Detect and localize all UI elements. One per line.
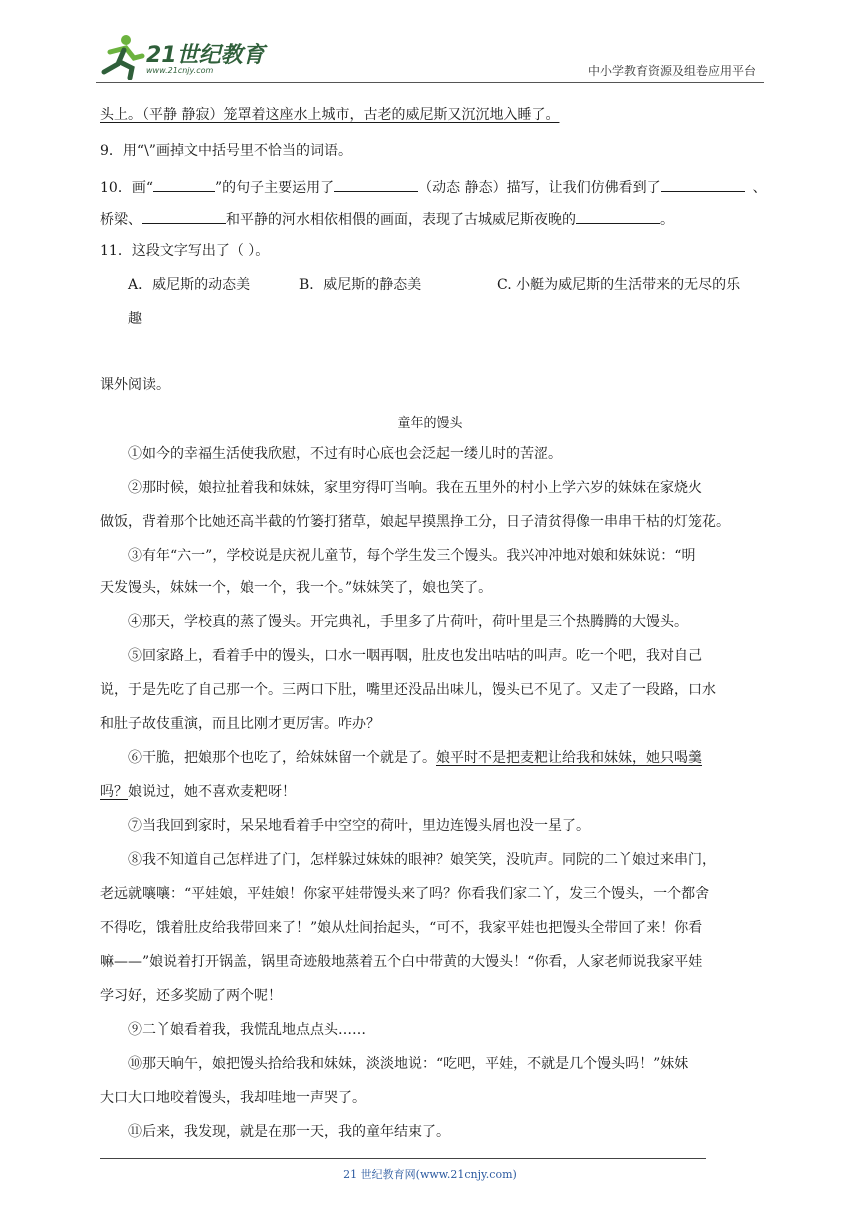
answer-blank[interactable]: [661, 177, 745, 192]
paragraph-6-line2: [100, 782, 296, 802]
paragraph-11: ⑪后来，我发现，就是在那一天，我的童年结束了。: [128, 1124, 450, 1140]
logo-url: www.21cnjy.com: [146, 66, 214, 75]
q10-text-a: 10．画“: [100, 180, 153, 196]
question-11: 11．这段文字写出了（ ）。: [100, 243, 270, 259]
q10-line2-b: 和平静的河水相依相偎的画面，表现了古城威尼斯夜晚的: [226, 212, 576, 228]
q10-line2-c: 。: [660, 212, 674, 228]
question-9: 9．用“\”画掉文中括号里不恰当的词语。: [100, 143, 352, 159]
paragraph-10-line1: ⑩那天晌午，娘把馒头拾给我和妹妹，淡淡地说：“吃吧，平娃，不就是几个馒头吗！”妹妹: [128, 1056, 689, 1072]
paragraph-5-line1: ⑤回家路上，看着手中的馒头，口水一咽再咽，肚皮也发出咕咕的叫声。吃一个吧，我对自己: [128, 648, 702, 664]
paragraph-2-line1: ②那时候，娘拉扯着我和妹妹，家里穷得叮当响。我在五里外的村小上学六岁的妹妹在家烧火: [128, 480, 702, 496]
answer-blank[interactable]: [142, 209, 226, 224]
option-a[interactable]: A．威尼斯的动态美: [128, 277, 251, 293]
option-c-continued: 趣: [128, 311, 142, 327]
paragraph-5-line2: 说，于是先吃了自己那一个。三两口下肚，嘴里还没品出味儿，馒头已不见了。又走了一段路，口水: [100, 682, 716, 698]
article-title: 童年的馒头: [397, 416, 463, 431]
p6-text: ⑥干脆，把娘那个也吃了，给妹妹留一个就是了。: [128, 750, 436, 766]
answer-blank[interactable]: [334, 177, 418, 192]
section-intro: 课外阅读。: [100, 377, 170, 393]
q10-text-d: 、: [752, 180, 767, 196]
q10-text-c: （动态 静态）描写，让我们仿佛看到了: [418, 180, 661, 196]
site-logo[interactable]: [96, 32, 266, 80]
passage-ending: 头上。（平静 静寂）笼罩着这座水上城市，古老的威尼斯又沉沉地入睡了。: [100, 107, 560, 123]
paragraph-8-line4: 嘛——”娘说着打开锅盖，锅里奇迹般地蒸着五个白中带黄的大馒头！“你看，人家老师说我家平娃: [100, 954, 703, 970]
question-10-line1: [100, 177, 767, 198]
p6-underlined-end: 吗？: [100, 784, 128, 800]
platform-name: 中小学教育资源及组卷应用平台: [587, 64, 756, 78]
paragraph-8-line5: 学习好，还多奖励了两个呢！: [100, 988, 282, 1004]
paragraph-8-line2: 老远就嚷嚷：“平娃娘，平娃娘！你家平娃带馒头来了吗？你看我们家二丫，发三个馒头，一个都舍: [100, 886, 710, 902]
paragraph-5-line3: 和肚子故伎重演，而且比刚才更厉害。咋办？: [100, 716, 380, 732]
p6-underlined-sentence: 娘平时不是把麦粑让给我和妹妹，她只喝羹: [436, 750, 702, 766]
option-c[interactable]: C. 小艇为威尼斯的生活带来的无尽的乐: [497, 277, 741, 293]
paragraph-7: ⑦当我回到家时，呆呆地看着手中空空的荷叶，里边连馒头屑也没一星了。: [128, 818, 590, 834]
paragraph-8-line3: 不得吃，饿着肚皮给我带回来了！”娘从灶间抬起头，“可不，我家平娃也把馒头全带回了来！你看: [100, 920, 703, 936]
paragraph-4: ④那天，学校真的蒸了馒头。开完典礼，手里多了片荷叶，荷叶里是三个热腾腾的大馒头。: [128, 614, 688, 630]
p6-text-end: 娘说过，她不喜欢麦粑呀！: [128, 784, 296, 800]
paragraph-6-line1: [128, 748, 702, 768]
logo-text: 21世纪教育: [146, 43, 265, 68]
paragraph-9: ⑨二丫娘看着我，我慌乱地点点头……: [128, 1022, 366, 1038]
paragraph-10-line2: 大口大口地咬着馒头，我却哇地一声哭了。: [100, 1090, 366, 1106]
footer-link[interactable]: 21 世纪教育网(www.21cnjy.com): [343, 1168, 517, 1181]
paragraph-8-line1: ⑧我不知道自己怎样进了门，怎样躲过妹妹的眼神？娘笑笑，没吭声。同院的二丫娘过来串门，: [128, 852, 716, 868]
q10-line2-a: 桥梁、: [100, 212, 142, 228]
answer-blank[interactable]: [153, 177, 215, 192]
option-b[interactable]: B．威尼斯的静态美: [299, 277, 422, 293]
q10-text-b: ”的句子主要运用了: [214, 180, 335, 196]
header-divider: [96, 82, 764, 83]
question-10-line2: [100, 209, 674, 230]
paragraph-1: ①如今的幸福生活使我欣慰，不过有时心底也会泛起一缕儿时的苦涩。: [128, 446, 562, 462]
page-header: [96, 28, 764, 84]
paragraph-2-line2: 做饭，背着那个比她还高半截的竹篓打猪草，娘起早摸黑挣工分，日子清贫得像一串串干枯的灯笼花。: [100, 514, 730, 530]
runner-icon: [96, 32, 146, 80]
footer-divider: [100, 1158, 706, 1159]
paragraph-3-line2: 天发馒头，妹妹一个，娘一个，我一个。”妹妹笑了，娘也笑了。: [100, 580, 493, 596]
answer-blank[interactable]: [576, 209, 660, 224]
paragraph-3-line1: ③有年“六一”，学校说是庆祝儿童节，每个学生发三个馒头。我兴冲冲地对娘和妹妹说：“明: [128, 548, 696, 564]
